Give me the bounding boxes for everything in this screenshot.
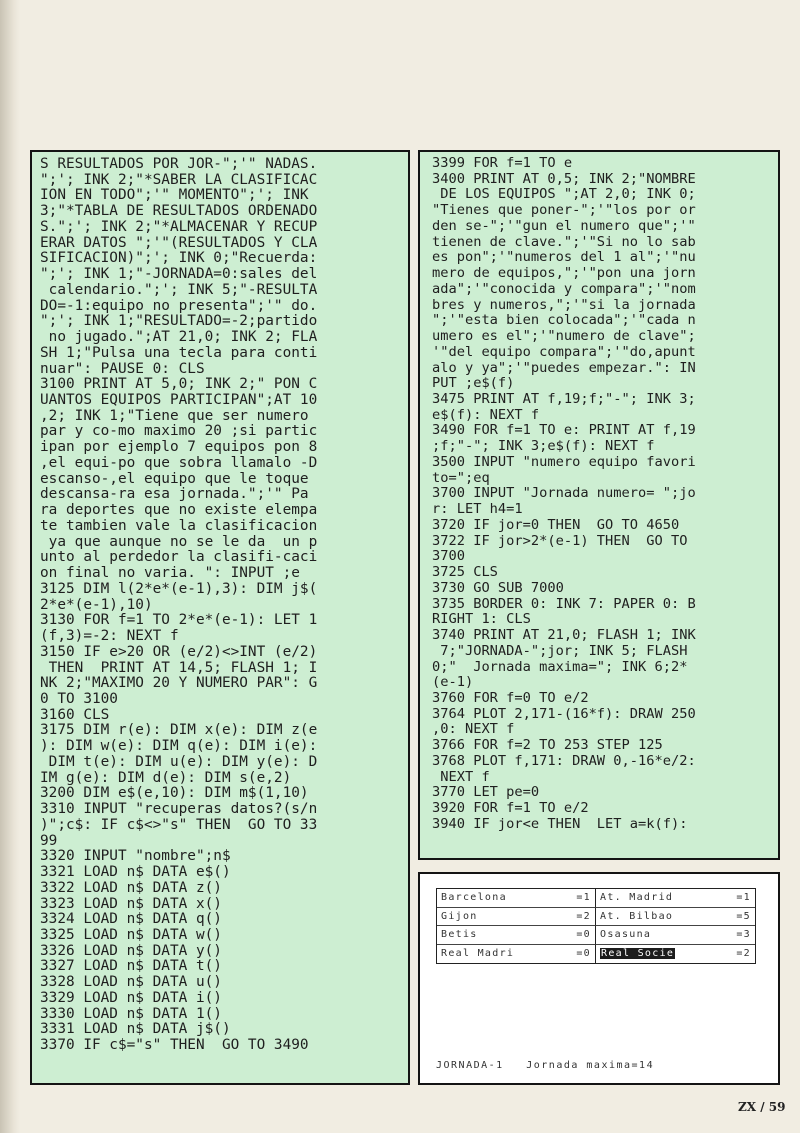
team-cell: At. Madrid =1 — [596, 889, 755, 908]
jornada-label: JORNADA-1 — [436, 1060, 504, 1071]
team-cell: Real Madri =0 — [437, 945, 596, 964]
screen-status-line — [436, 1060, 766, 1071]
team-cell: At. Bilbao =5 — [596, 908, 755, 927]
team-cell-highlighted: Real Socie =2 — [601, 948, 751, 960]
code-listing-right — [418, 150, 780, 860]
team-cell: Barcelona =1 — [437, 889, 596, 908]
basic-code-right: 3399 FOR f=1 TO e 3400 PRINT AT 0,5; INK 2;"NOMBRE DE LOS EQUIPOS ";AT 2,0; INK 0; "Tienes que poner-";'"los por or den se-";'"gun el numero que";'" tienen de clave.";'"Si no lo sab es pon";'"numeros del 1 al";'"nu mero de equipos,";'"pon una jorn ada";'"conocida y compara";'"nom bres y numeros,";'"si la jornada ";'"esta bien colocada";'"cada n umero es el";'"numero de clave"; '"del equipo compara";'"do,apunt alo y ya";'"puedes empezar.": IN PUT ;e$(f) 3475 PRINT AT f,19;f;"-"; INK 3; e$(f): NEXT f 3490 FOR f=1 TO e: PRINT AT f,19 ;f;"-"; INK 3;e$(f): NEXT f 3500 INPUT "numero equipo favori to=";eq 3700 INPUT "Jornada numero= ";jo r: LET h4=1 3720 IF jor=0 THEN GO TO 4650 3722 IF jor>2*(e-1) THEN GO TO 3700 3725 CLS 3730 GO SUB 7000 3735 BORDER 0: INK 7: PAPER 0: B RIGHT 1: CLS 3740 PRINT AT 21,0; FLASH 1; INK 7;"JORNADA-";jor; INK 5; FLASH 0;" Jornada maxima="; INK 6;2* (e-1) 3760 FOR f=0 TO e/2 3764 PLOT 2,171-(16*f): DRAW 250 ,0: NEXT f 3766 FOR f=2 TO 253 STEP 125 3768 PLOT f,171: DRAW 0,-16*e/2: NEXT f 3770 LET pe=0 3920 FOR f=1 TO e/2 3940 IF jor<e THEN LET a=k(f): — [432, 155, 696, 832]
standings-table — [436, 888, 756, 964]
code-listing-left — [30, 150, 410, 1085]
jornada-max-label: Jornada maxima=14 — [526, 1060, 655, 1071]
page-number: ZX / 59 — [738, 1100, 786, 1114]
basic-code-left: S RESULTADOS POR JOR-";'" NADAS. ";'; INK 2;"*SABER LA CLASIFICAC ION EN TODO";'" MOMENTO";'; INK 3;"*TABLA DE RESULTADOS ORDENADO S.";'; INK 2;"*ALMACENAR Y RECUP ERAR DATOS ";'"(RESULTADOS Y CLA SIFICACION)";'; INK 0;"Recuerda: ";'; INK 1;"-JORNADA=0:sales del calendario.";'; INK 5;"-RESULTA DO=-1:equipo no presenta";'" do. ";'; INK 1;"RESULTADO=-2;partido no jugado.";AT 21,0; INK 2; FLA SH 1;"Pulsa una tecla para conti nuar": PAUSE 0: CLS 3100 PRINT AT 5,0; INK 2;" PON C UANTOS EQUIPOS PARTICIPAN";AT 10 ,2; INK 1;"Tiene que ser numero par y co-mo maximo 20 ;si partic ipan por ejemplo 7 equipos pon 8 ,el equi-po que sobra llamalo -D escanso-,el equipo que le toque descansa-ra esa jornada.";'" Pa ra deportes que no existe elempa te tambien vale la clasificacion ya que aunque no se le da un p unto al perdedor la clasifi-caci on final no varia. ": INPUT ;e 3125 DIM l(2*e*(e-1),3): DIM j$( 2*e*(e-1),10) 3130 FOR f=1 TO 2*e*(e-1): LET 1 (f,3)=-2: NEXT f 3150 IF e>20 OR (e/2)<>INT (e/2) THEN PRINT AT 14,5; FLASH 1; I NK 2;"MAXIMO 20 Y NUMERO PAR": G 0 TO 3100 3160 CLS 3175 DIM r(e): DIM x(e): DIM z(e ): DIM w(e): DIM q(e): DIM i(e): DIM t(e): DIM u(e): DIM y(e): D IM g(e): DIM d(e): DIM s(e,2) 3200 DIM e$(e,10): DIM m$(1,10) 3310 INPUT "recuperas datos?(s/n )";c$: IF c$<>"s" THEN GO TO 33 99 3320 INPUT "nombre";n$ 3321 LOAD n$ DATA e$() 3322 LOAD n$ DATA z() 3323 LOAD n$ DATA x() 3324 LOAD n$ DATA q() 3325 LOAD n$ DATA w() 3326 LOAD n$ DATA y() 3327 LOAD n$ DATA t() 3328 LOAD n$ DATA u() 3329 LOAD n$ DATA i() 3330 LOAD n$ DATA 1() 3331 LOAD n$ DATA j$() 3370 IF c$="s" THEN GO TO 3490 — [40, 156, 318, 1054]
screen-output-figure — [418, 872, 780, 1085]
team-cell: Betis =0 — [437, 926, 596, 945]
team-cell: Osasuna =3 — [596, 926, 755, 945]
page-spine-shadow — [0, 0, 20, 1133]
team-cell: Gijon =2 — [437, 908, 596, 927]
